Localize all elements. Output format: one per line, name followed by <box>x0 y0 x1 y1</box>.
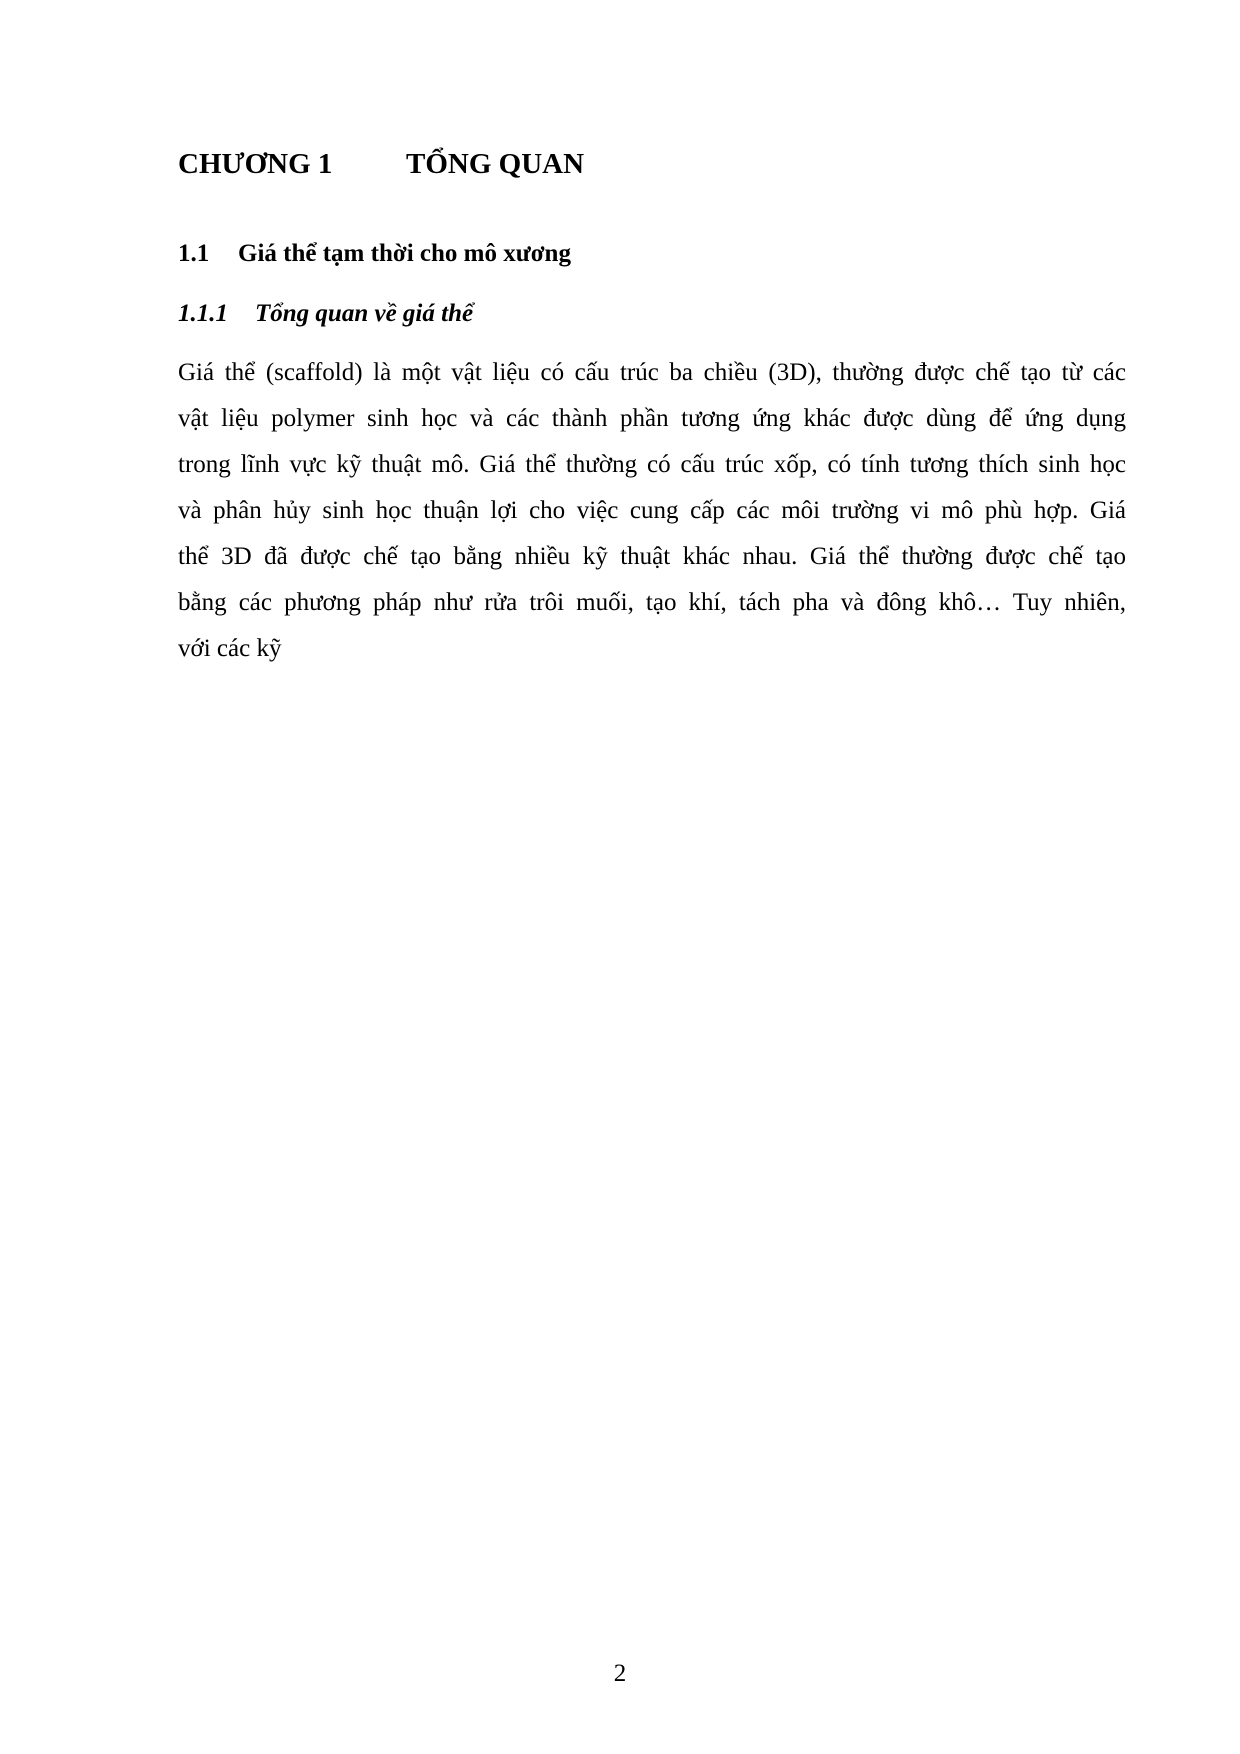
chapter-heading <box>178 148 584 181</box>
paragraph-line: trong lĩnh vực kỹ thuật mô. Giá thể thường có cấu trúc xốp, có tính tương thích sinh học <box>178 451 1126 478</box>
body-paragraph <box>178 355 1126 677</box>
paragraph-line: vật liệu polymer sinh học và các thành phần tương ứng khác được dùng để ứng dụng <box>178 405 1126 432</box>
subsection-heading <box>178 300 473 328</box>
paragraph-line: Giá thể (scaffold) là một vật liệu có cấu trúc ba chiều (3D), thường được chế tạo từ các <box>178 359 1126 386</box>
paragraph-line: và phân hủy sinh học thuận lợi cho việc cung cấp các môi trường vi mô phù hợp. Giá <box>178 497 1126 524</box>
subsection-number: 1.1.1 <box>178 300 228 327</box>
section-title: Giá thể tạm thời cho mô xương <box>238 240 571 267</box>
section-number: 1.1 <box>178 240 210 267</box>
chapter-title: TỔNG QUAN <box>406 148 585 180</box>
subsection-title: Tổng quan về giá thể <box>255 300 474 327</box>
page-number: 2 <box>613 1660 627 1687</box>
paragraph-line: thể 3D đã được chế tạo bằng nhiều kỹ thuật khác nhau. Giá thể thường được chế tạo <box>178 543 1126 570</box>
paragraph-line: bằng các phương pháp như rửa trôi muối, tạo khí, tách pha và đông khô… Tuy nhiên, <box>178 589 1126 616</box>
section-heading <box>178 240 571 268</box>
chapter-number: CHƯƠNG 1 <box>178 148 333 180</box>
paragraph-line: với các kỹ <box>178 635 282 662</box>
